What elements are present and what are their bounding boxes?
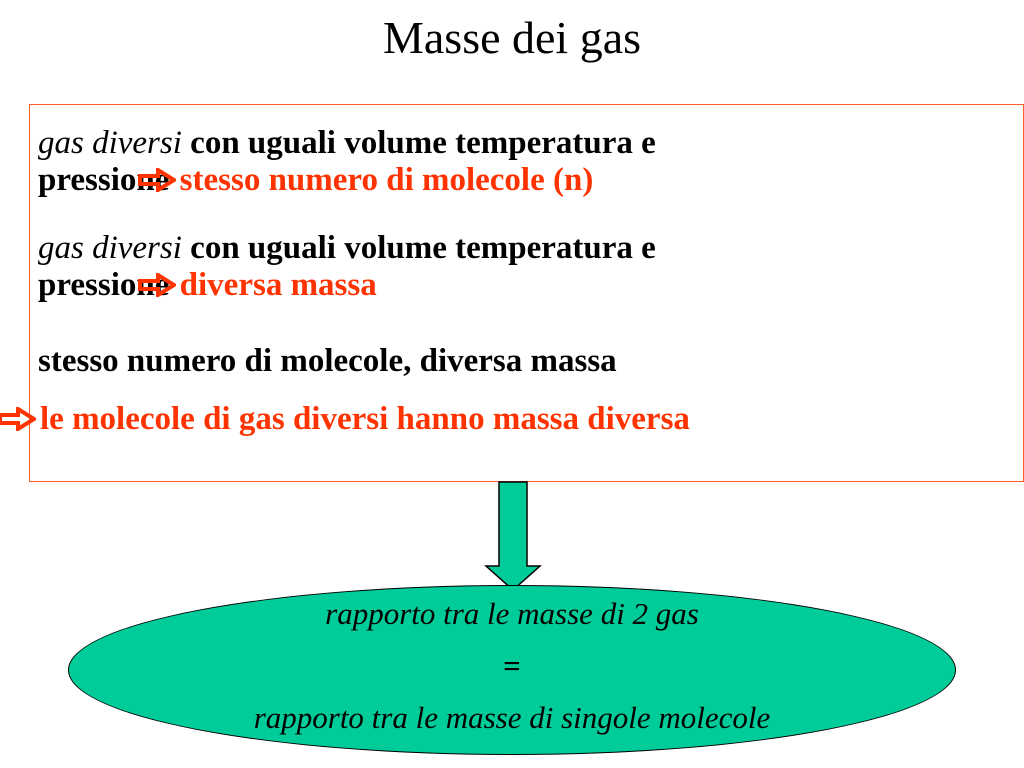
paragraph-2-pressione: pressione [38,267,178,303]
paragraph-1-text: con uguali volume temperatura e [181,125,656,161]
ellipse-equals: = [503,648,521,683]
paragraph-4-conclusion: le molecole di gas diversi hanno massa diversa [40,401,690,437]
paragraph-2-text: con uguali volume temperatura e [181,230,656,266]
slide-title: Masse dei gas [382,12,642,63]
paragraph-1-italic: gas diversi [38,125,182,161]
content-box [29,104,1024,482]
ellipse-line-3: rapporto tra le masse di singole molecole [253,700,771,735]
paragraph-2-italic: gas diversi [38,230,182,266]
paragraph-2 [38,230,1024,306]
paragraph-3 [38,343,1024,380]
paragraph-1-pressione: pressione [38,162,178,198]
paragraph-4 [38,401,1024,440]
paragraph-1 [38,125,1024,201]
paragraph-1-result: stesso numero di molecole (n) [179,162,594,198]
ellipse-line-1: rapporto tra le masse di 2 gas [325,596,699,631]
paragraph-3-text: stesso numero di molecole, diversa massa [38,343,617,379]
paragraph-1-line2 [38,162,1024,201]
paragraph-2-result: diversa massa [179,267,377,303]
paragraph-2-line2 [38,267,1024,306]
